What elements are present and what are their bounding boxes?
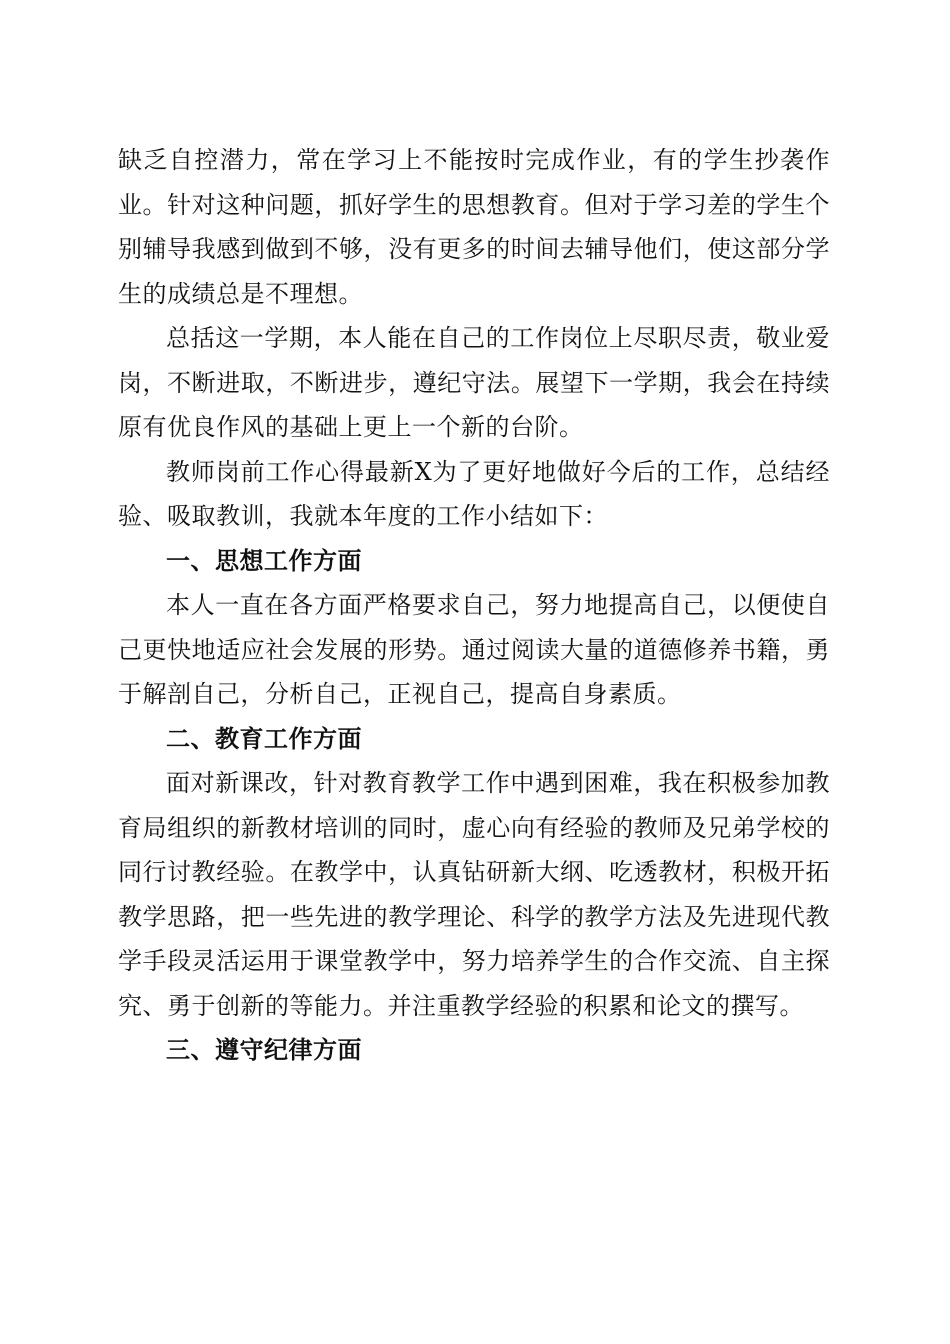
paragraph-ideology: 本人一直在各方面严格要求自己，努力地提高自己，以便使自己更快地适应社会发展的形势。通过阅读大量的道德修养书籍，勇于解剖自己，分析自己，正视自己，提高自身素质。: [118, 591, 830, 708]
paragraph-year-summary-intro: 教师岗前工作心得最新X为了更好地做好今后的工作，总结经验、吸取教训，我就本年度的工作小结如下：: [118, 457, 830, 530]
paragraph-study-issues: 缺乏自控潜力，常在学习上不能按时完成作业，有的学生抄袭作业。针对这种问题，抓好学生的思想教育。但对于学习差的学生个别辅导我感到做到不够，没有更多的时间去辅导他们，使这部分学生的成绩总是不理想。: [118, 146, 830, 308]
section-heading-ideology: 一、思想工作方面: [166, 546, 362, 575]
document-body: [118, 138, 830, 1073]
section-heading-education: 二、教育工作方面: [166, 724, 362, 753]
section-heading-discipline: 三、遵守纪律方面: [166, 1036, 362, 1064]
paragraph-semester-summary: 总括这一学期，本人能在自己的工作岗位上尽职尽责，敬业爱岗，不断进取，不断进步，遵纪守法。展望下一学期，我会在持续原有优良作风的基础上更上一个新的台阶。: [118, 324, 830, 441]
paragraph-education: 面对新课改，针对教育教学工作中遇到困难，我在积极参加教育局组织的新教材培训的同时，虚心向有经验的教师及兄弟学校的同行讨教经验。在教学中，认真钻研新大纲、吃透教材，积极开拓教学思路，把一些先进的教学理论、科学的教学方法及先进现代教学手段灵活运用于课堂教学中，努力培养学生的合作交流、自主探究、勇于创新的等能力。并注重教学经验的积累和论文的撰写。: [118, 769, 830, 1020]
